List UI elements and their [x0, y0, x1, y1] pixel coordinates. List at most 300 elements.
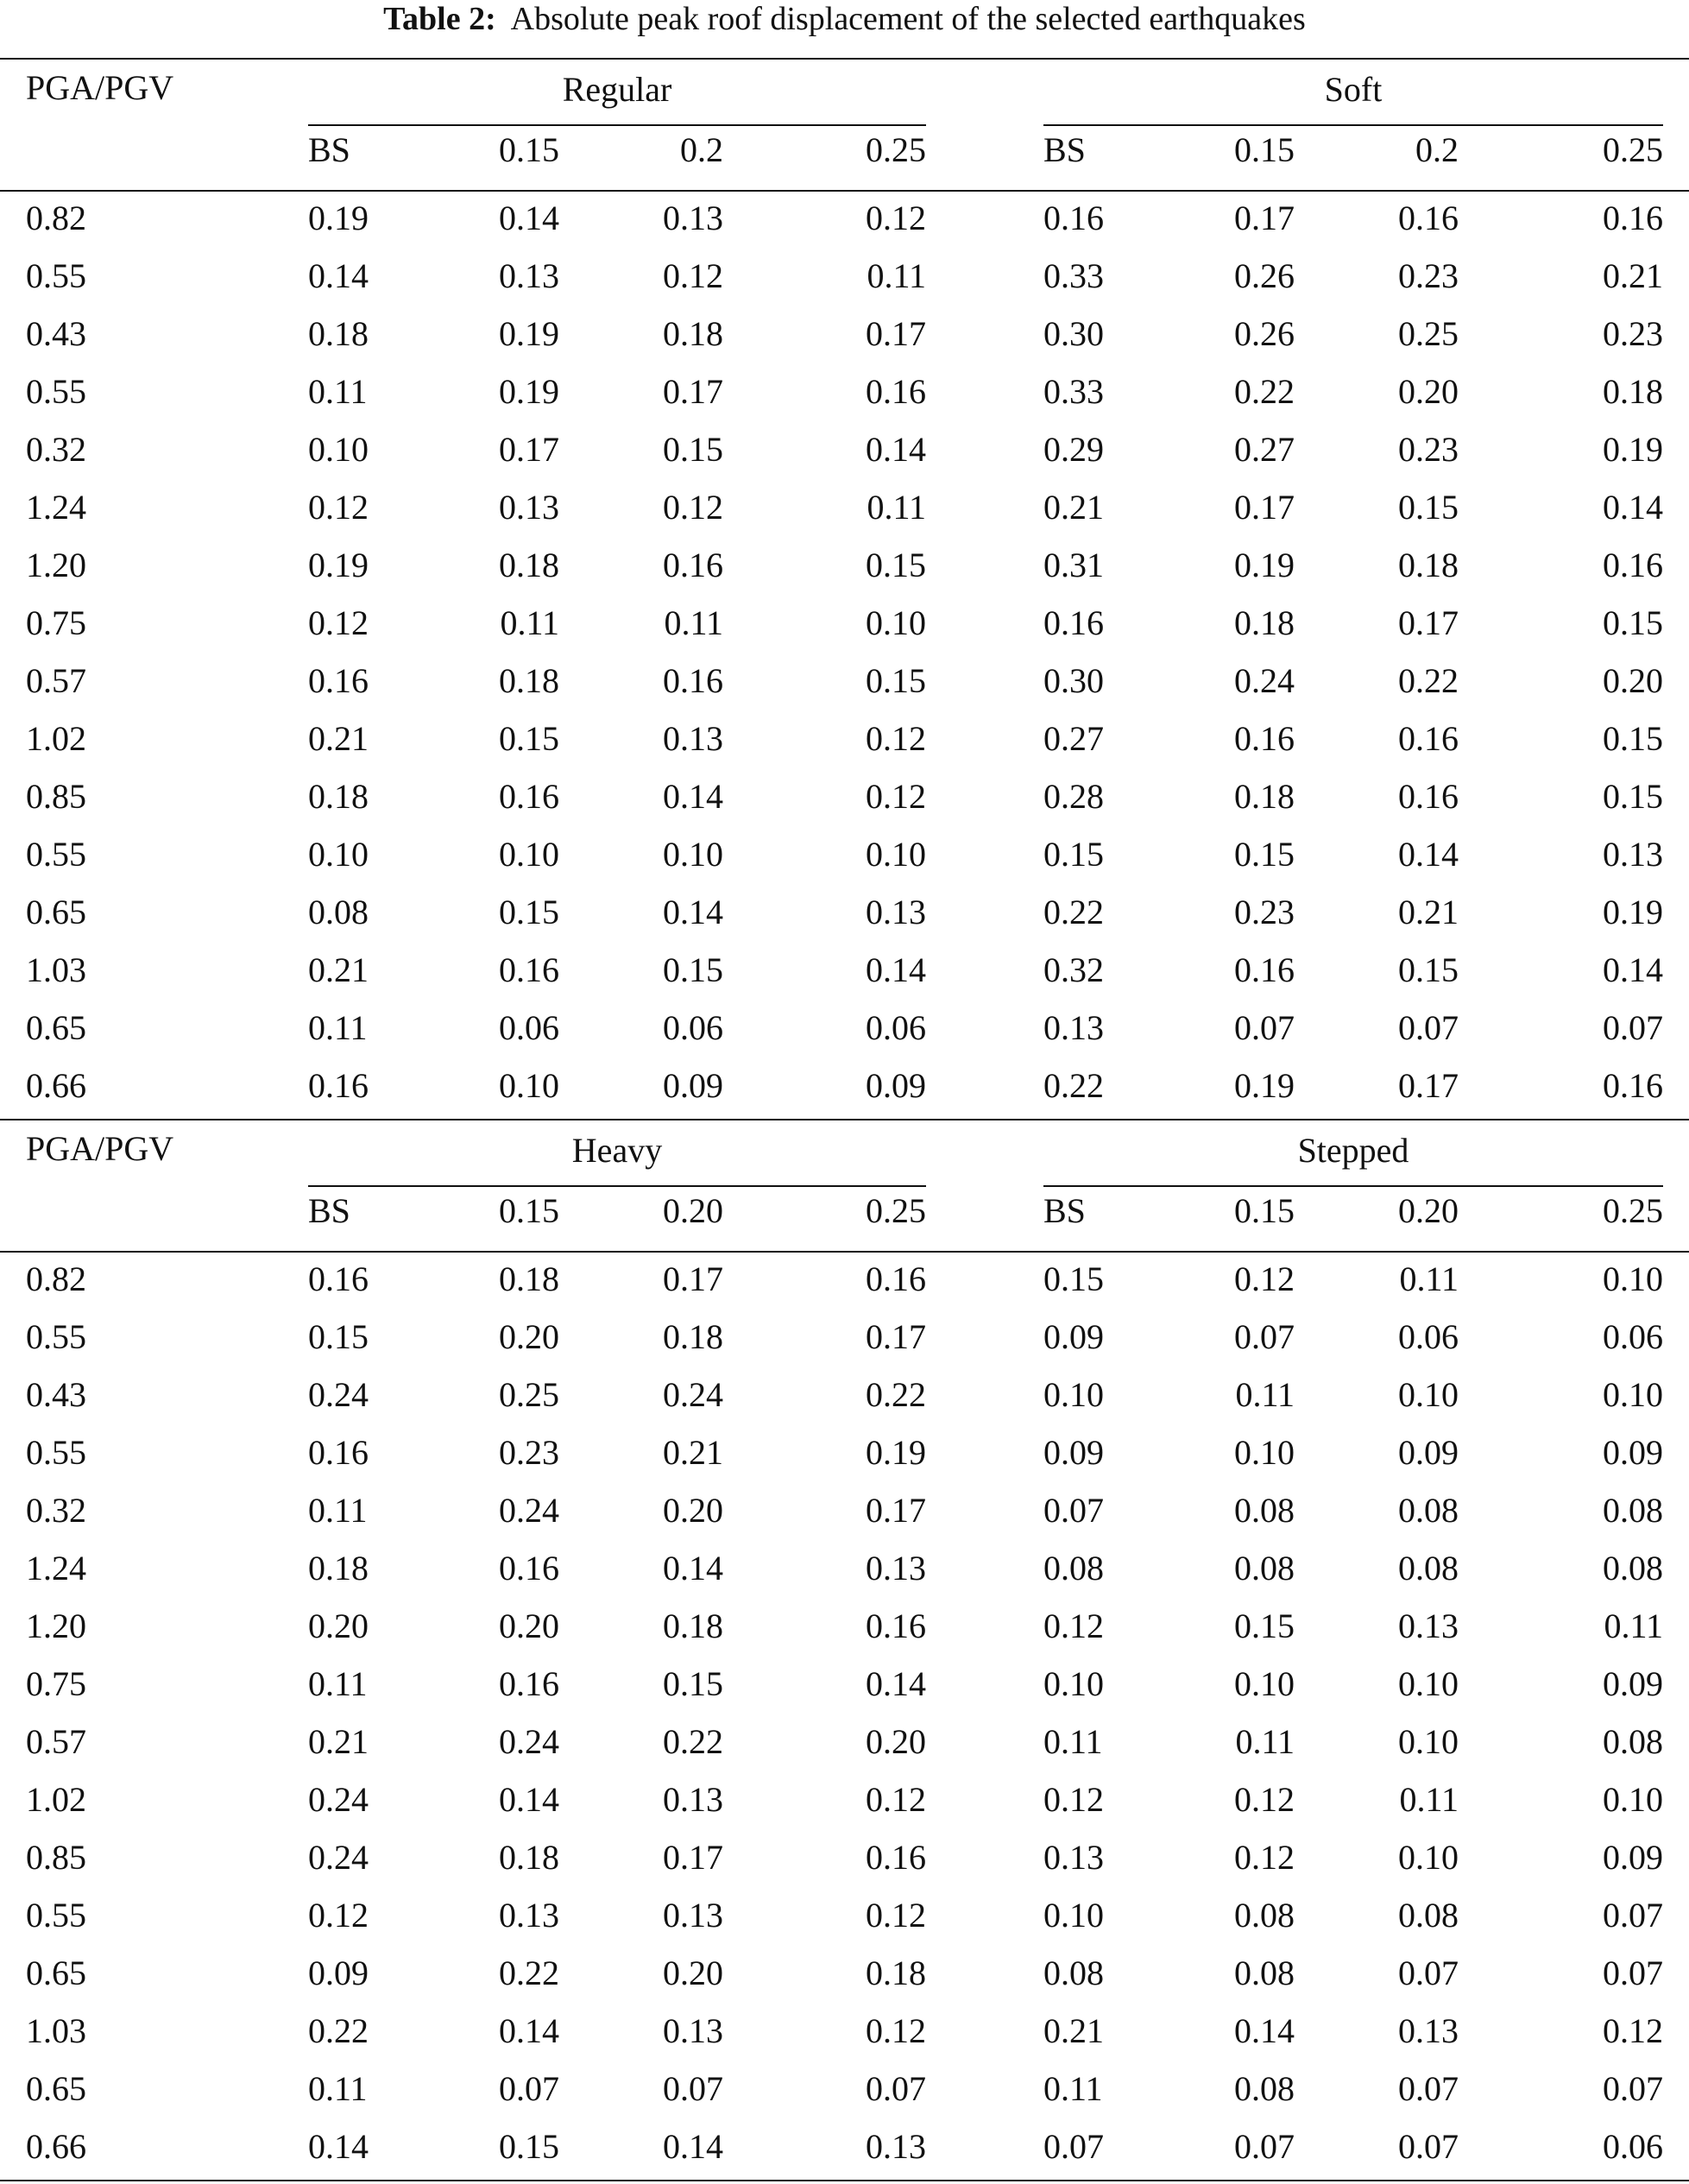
- table-cell: 0.16: [308, 1066, 369, 1105]
- table-cell: 0.08: [1234, 1896, 1295, 1935]
- column-header: 0.15: [499, 130, 559, 169]
- table-cell: 0.07: [1603, 2069, 1663, 2108]
- table-cell: 0.27: [1234, 430, 1295, 469]
- group-header: Stepped: [1297, 1131, 1409, 1170]
- table-cell: 0.16: [1043, 603, 1104, 642]
- row-label-cell: 1.20: [26, 1606, 86, 1645]
- row-label-cell: 0.85: [26, 777, 86, 816]
- table-cell: 0.16: [866, 372, 926, 411]
- table-cell: 0.10: [866, 603, 926, 642]
- table-cell: 0.19: [499, 314, 559, 353]
- table-cell: 0.14: [663, 777, 723, 816]
- table-cell: 0.15: [1398, 950, 1459, 989]
- table-cell: 0.16: [308, 661, 369, 700]
- table-cell: 0.16: [866, 1838, 926, 1877]
- table-cell: 0.25: [499, 1375, 559, 1414]
- table-cell: 0.06: [1603, 1317, 1663, 1356]
- table-cell: 0.24: [663, 1375, 723, 1414]
- table-cell: 0.14: [866, 950, 926, 989]
- table-cell: 0.12: [1234, 1259, 1295, 1298]
- table-caption: [0, 0, 1689, 38]
- table-cell: 0.10: [1234, 1664, 1295, 1703]
- row-label-cell: 0.43: [26, 1375, 86, 1414]
- table-cell: 0.22: [1398, 661, 1459, 700]
- row-label-cell: 0.65: [26, 1954, 86, 1992]
- table-cell: 0.20: [308, 1606, 369, 1645]
- table-cell: 0.15: [866, 546, 926, 584]
- table-cell: 0.15: [1603, 603, 1663, 642]
- table-cell: 0.12: [308, 1896, 369, 1935]
- table-cell: 0.17: [499, 430, 559, 469]
- group-rule: [1043, 1185, 1663, 1187]
- table-cell: 0.13: [499, 1896, 559, 1935]
- table-cell: 0.11: [308, 1664, 368, 1703]
- table-cell: 0.11: [1604, 1606, 1663, 1645]
- table-cell: 0.16: [663, 546, 723, 584]
- table-cell: 0.24: [499, 1722, 559, 1761]
- table-cell: 0.13: [663, 1896, 723, 1935]
- table-cell: 0.23: [1398, 430, 1459, 469]
- table-cell: 0.09: [1603, 1838, 1663, 1877]
- table-cell: 0.28: [1043, 777, 1104, 816]
- table-cell: 0.16: [1398, 719, 1459, 758]
- table-cell: 0.18: [499, 546, 559, 584]
- table-cell: 0.12: [866, 777, 926, 816]
- table-cell: 0.20: [866, 1722, 926, 1761]
- table-cell: 0.11: [1043, 1722, 1103, 1761]
- table-cell: 0.12: [866, 1896, 926, 1935]
- table-cell: 0.14: [308, 2127, 369, 2166]
- row-label-cell: 1.02: [26, 1780, 86, 1819]
- table-cell: 0.08: [1234, 1954, 1295, 1992]
- table-cell: 0.12: [1234, 1838, 1295, 1877]
- table-cell: 0.14: [499, 2011, 559, 2050]
- table-rule: [0, 58, 1689, 60]
- table-cell: 0.30: [1043, 661, 1104, 700]
- table-cell: 0.11: [1235, 1722, 1295, 1761]
- table-cell: 0.16: [499, 777, 559, 816]
- table-cell: 0.29: [1043, 430, 1104, 469]
- table-cell: 0.10: [1043, 1664, 1104, 1703]
- row-label-cell: 0.57: [26, 1722, 86, 1761]
- column-header: 0.15: [499, 1191, 559, 1230]
- table-cell: 0.11: [308, 372, 368, 411]
- table-rule: [0, 2180, 1689, 2181]
- table-cell: 0.12: [1234, 1780, 1295, 1819]
- table-cell: 0.16: [1043, 199, 1104, 237]
- table-cell: 0.10: [499, 1066, 559, 1105]
- table-cell: 0.08: [1043, 1549, 1104, 1588]
- table-cell: 0.17: [866, 1491, 926, 1530]
- table-cell: 0.18: [663, 314, 723, 353]
- table-cell: 0.18: [1234, 603, 1295, 642]
- table-cell: 0.11: [1235, 1375, 1295, 1414]
- table-cell: 0.12: [308, 488, 369, 527]
- table-rule: [0, 190, 1689, 192]
- table-cell: 0.15: [1603, 719, 1663, 758]
- table-rule: [0, 1119, 1689, 1120]
- column-header: 0.25: [866, 1191, 926, 1230]
- table-cell: 0.12: [866, 1780, 926, 1819]
- table-cell: 0.11: [867, 488, 926, 527]
- row-label-cell: 1.03: [26, 2011, 86, 2050]
- table-cell: 0.18: [499, 1259, 559, 1298]
- table-cell: 0.21: [308, 719, 369, 758]
- table-cell: 0.23: [1603, 314, 1663, 353]
- table-cell: 0.20: [1398, 372, 1459, 411]
- table-cell: 0.18: [663, 1317, 723, 1356]
- table-cell: 0.12: [1043, 1606, 1104, 1645]
- row-label-cell: 1.03: [26, 950, 86, 989]
- table-cell: 0.15: [1043, 835, 1104, 874]
- row-label-cell: 0.65: [26, 1008, 86, 1047]
- table-cell: 0.20: [663, 1491, 723, 1530]
- table-cell: 0.06: [1398, 1317, 1459, 1356]
- table-cell: 0.15: [499, 2127, 559, 2166]
- table-cell: 0.19: [308, 199, 369, 237]
- table-cell: 0.22: [866, 1375, 926, 1414]
- table-cell: 0.08: [1234, 1491, 1295, 1530]
- table-cell: 0.10: [866, 835, 926, 874]
- table-cell: 0.23: [499, 1433, 559, 1472]
- column-header: 0.15: [1234, 130, 1295, 169]
- row-label-cell: 0.57: [26, 661, 86, 700]
- table-cell: 0.16: [1234, 719, 1295, 758]
- row-label-cell: 0.32: [26, 1491, 86, 1530]
- row-label-cell: 0.65: [26, 893, 86, 931]
- table-cell: 0.10: [1398, 1664, 1459, 1703]
- row-label-cell: 0.82: [26, 199, 86, 237]
- table-cell: 0.18: [663, 1606, 723, 1645]
- table-cell: 0.07: [1398, 2069, 1459, 2108]
- table-cell: 0.10: [663, 835, 723, 874]
- table-cell: 0.18: [866, 1954, 926, 1992]
- table-cell: 0.13: [1043, 1838, 1104, 1877]
- table-cell: 0.19: [499, 372, 559, 411]
- table-cell: 0.09: [663, 1066, 723, 1105]
- table-cell: 0.15: [1234, 1606, 1295, 1645]
- table-cell: 0.10: [1398, 1838, 1459, 1877]
- table-cell: 0.06: [1603, 2127, 1663, 2166]
- table-cell: 0.13: [499, 256, 559, 295]
- row-label-cell: 0.66: [26, 2127, 86, 2166]
- table-cell: 0.08: [1234, 2069, 1295, 2108]
- table-cell: 0.22: [308, 2011, 369, 2050]
- table-cell: 0.18: [499, 661, 559, 700]
- column-header: 0.25: [1603, 130, 1663, 169]
- table-cell: 0.08: [1603, 1549, 1663, 1588]
- table-cell: 0.33: [1043, 372, 1104, 411]
- column-header: 0.20: [663, 1191, 723, 1230]
- table-cell: 0.09: [1398, 1433, 1459, 1472]
- column-header: BS: [1043, 130, 1086, 169]
- table-cell: 0.24: [308, 1375, 369, 1414]
- table-cell: 0.07: [663, 2069, 723, 2108]
- table-cell: 0.15: [663, 430, 723, 469]
- table-cell: 0.17: [663, 372, 723, 411]
- table-cell: 0.08: [308, 893, 369, 931]
- column-header: 0.2: [1415, 130, 1459, 169]
- table-cell: 0.07: [1234, 1317, 1295, 1356]
- table-cell: 0.11: [664, 603, 723, 642]
- table-cell: 0.18: [308, 1549, 369, 1588]
- table-cell: 0.16: [866, 1259, 926, 1298]
- table-cell: 0.24: [499, 1491, 559, 1530]
- table-cell: 0.13: [1043, 1008, 1104, 1047]
- column-header: 0.15: [1234, 1191, 1295, 1230]
- table-cell: 0.11: [1399, 1259, 1459, 1298]
- table-cell: 0.20: [499, 1317, 559, 1356]
- table-cell: 0.16: [866, 1606, 926, 1645]
- table-cell: 0.13: [663, 719, 723, 758]
- table-cell: 0.21: [1043, 2011, 1104, 2050]
- table-cell: 0.13: [1398, 1606, 1459, 1645]
- table-cell: 0.13: [663, 2011, 723, 2050]
- table-cell: 0.33: [1043, 256, 1104, 295]
- table-cell: 0.19: [1234, 1066, 1295, 1105]
- table-cell: 0.11: [1399, 1780, 1459, 1819]
- table-cell: 0.20: [1603, 661, 1663, 700]
- table-cell: 0.08: [1603, 1722, 1663, 1761]
- table-cell: 0.17: [663, 1259, 723, 1298]
- table-cell: 0.14: [308, 256, 369, 295]
- table-cell: 0.19: [866, 1433, 926, 1472]
- table-cell: 0.08: [1603, 1491, 1663, 1530]
- table-cell: 0.18: [308, 777, 369, 816]
- table-cell: 0.14: [866, 1664, 926, 1703]
- table-cell: 0.13: [499, 488, 559, 527]
- row-label-cell: 1.20: [26, 546, 86, 584]
- table-cell: 0.18: [1234, 777, 1295, 816]
- table-cell: 0.20: [499, 1606, 559, 1645]
- row-label-cell: 0.85: [26, 1838, 86, 1877]
- column-header: BS: [1043, 1191, 1086, 1230]
- row-label-cell: 0.75: [26, 603, 86, 642]
- table-cell: 0.21: [663, 1433, 723, 1472]
- table-cell: 0.17: [663, 1838, 723, 1877]
- table-cell: 0.14: [1603, 950, 1663, 989]
- table-cell: 0.16: [1398, 199, 1459, 237]
- table-cell: 0.21: [1603, 256, 1663, 295]
- table-rule: [0, 1251, 1689, 1253]
- table-cell: 0.23: [1234, 893, 1295, 931]
- table-cell: 0.19: [1234, 546, 1295, 584]
- table-cell: 0.18: [499, 1838, 559, 1877]
- table-cell: 0.15: [499, 893, 559, 931]
- table-cell: 0.18: [1398, 546, 1459, 584]
- group-rule: [1043, 124, 1663, 126]
- table-cell: 0.24: [1234, 661, 1295, 700]
- table-cell: 0.08: [1234, 1549, 1295, 1588]
- table-cell: 0.26: [1234, 314, 1295, 353]
- column-header: 0.2: [680, 130, 723, 169]
- table-cell: 0.11: [308, 1491, 368, 1530]
- table-cell: 0.27: [1043, 719, 1104, 758]
- table-cell: 0.15: [1234, 835, 1295, 874]
- table-cell: 0.21: [308, 1722, 369, 1761]
- table-cell: 0.09: [1043, 1317, 1104, 1356]
- row-label-cell: 0.55: [26, 1317, 86, 1356]
- table-cell: 0.12: [866, 719, 926, 758]
- table-cell: 0.12: [866, 199, 926, 237]
- column-header: 0.25: [866, 130, 926, 169]
- table-cell: 0.14: [663, 1549, 723, 1588]
- table-cell: 0.14: [866, 430, 926, 469]
- table-cell: 0.12: [866, 2011, 926, 2050]
- table-cell: 0.10: [308, 835, 369, 874]
- table-cell: 0.10: [1398, 1375, 1459, 1414]
- table-cell: 0.07: [866, 2069, 926, 2108]
- table-cell: 0.08: [1398, 1549, 1459, 1588]
- table-cell: 0.06: [663, 1008, 723, 1047]
- table-cell: 0.07: [1234, 2127, 1295, 2166]
- table-cell: 0.16: [1234, 950, 1295, 989]
- table-cell: 0.15: [308, 1317, 369, 1356]
- table-cell: 0.13: [866, 893, 926, 931]
- table-cell: 0.21: [308, 950, 369, 989]
- table-cell: 0.19: [308, 546, 369, 584]
- table-cell: 0.11: [308, 1008, 368, 1047]
- row-label-cell: 1.24: [26, 1549, 86, 1588]
- table-cell: 0.08: [1043, 1954, 1104, 1992]
- group-header: Regular: [562, 70, 672, 109]
- column-header: 0.20: [1398, 1191, 1459, 1230]
- table-cell: 0.17: [1234, 199, 1295, 237]
- table-cell: 0.13: [866, 1549, 926, 1588]
- table-cell: 0.16: [308, 1259, 369, 1298]
- table-cell: 0.15: [1043, 1259, 1104, 1298]
- table-cell: 0.10: [1043, 1896, 1104, 1935]
- table-cell: 0.07: [1603, 1954, 1663, 1992]
- table-cell: 0.07: [499, 2069, 559, 2108]
- table-cell: 0.16: [663, 661, 723, 700]
- table-caption-text: Absolute peak roof displacement of the selected earthquakes: [510, 1, 1306, 37]
- table-cell: 0.07: [1043, 2127, 1104, 2166]
- table-cell: 0.11: [1043, 2069, 1103, 2108]
- table-cell: 0.16: [1603, 199, 1663, 237]
- table-cell: 0.14: [663, 2127, 723, 2166]
- table-cell: 0.06: [499, 1008, 559, 1047]
- row-label-cell: 0.55: [26, 372, 86, 411]
- table-cell: 0.16: [499, 1549, 559, 1588]
- table-cell: 0.18: [308, 314, 369, 353]
- table-cell: 0.07: [1398, 1954, 1459, 1992]
- row-label-cell: 1.24: [26, 488, 86, 527]
- table-cell: 0.07: [1603, 1008, 1663, 1047]
- table-cell: 0.17: [1398, 603, 1459, 642]
- table-cell: 0.06: [866, 1008, 926, 1047]
- table-cell: 0.22: [499, 1954, 559, 1992]
- table-cell: 0.10: [1043, 1375, 1104, 1414]
- table-cell: 0.15: [1398, 488, 1459, 527]
- table-cell: 0.09: [866, 1066, 926, 1105]
- table-cell: 0.24: [308, 1780, 369, 1819]
- row-label-cell: 0.75: [26, 1664, 86, 1703]
- group-rule: [308, 124, 926, 126]
- table-cell: 0.32: [1043, 950, 1104, 989]
- table-cell: 0.16: [499, 950, 559, 989]
- table-cell: 0.07: [1234, 1008, 1295, 1047]
- table-cell: 0.13: [1398, 2011, 1459, 2050]
- table-cell: 0.26: [1234, 256, 1295, 295]
- table-cell: 0.24: [308, 1838, 369, 1877]
- group-header: Soft: [1324, 70, 1383, 109]
- row-header: PGA/PGV: [26, 1129, 174, 1168]
- table-cell: 0.25: [1398, 314, 1459, 353]
- table-cell: 0.10: [499, 835, 559, 874]
- table-cell: 0.07: [1398, 2127, 1459, 2166]
- table-cell: 0.31: [1043, 546, 1104, 584]
- table-cell: 0.09: [308, 1954, 369, 1992]
- table-cell: 0.10: [1603, 1780, 1663, 1819]
- table-cell: 0.11: [867, 256, 926, 295]
- table-cell: 0.15: [866, 661, 926, 700]
- table-cell: 0.12: [663, 488, 723, 527]
- group-rule: [308, 1185, 926, 1187]
- table-cell: 0.14: [499, 1780, 559, 1819]
- table-cell: 0.14: [1603, 488, 1663, 527]
- row-label-cell: 0.32: [26, 430, 86, 469]
- table-cell: 0.13: [866, 2127, 926, 2166]
- table-cell: 0.16: [1603, 546, 1663, 584]
- group-header: Heavy: [571, 1131, 663, 1170]
- table-cell: 0.13: [663, 199, 723, 237]
- table-cell: 0.12: [1043, 1780, 1104, 1819]
- table-cell: 0.17: [866, 1317, 926, 1356]
- table-cell: 0.17: [1234, 488, 1295, 527]
- table-cell: 0.10: [1603, 1375, 1663, 1414]
- table-cell: 0.22: [1234, 372, 1295, 411]
- table-cell: 0.15: [1603, 777, 1663, 816]
- table-cell: 0.15: [663, 950, 723, 989]
- table-cell: 0.14: [663, 893, 723, 931]
- column-header: 0.25: [1603, 1191, 1663, 1230]
- row-label-cell: 0.55: [26, 835, 86, 874]
- table-cell: 0.14: [1234, 2011, 1295, 2050]
- table-cell: 0.16: [1603, 1066, 1663, 1105]
- table-cell: 0.09: [1603, 1664, 1663, 1703]
- table-cell: 0.10: [1603, 1259, 1663, 1298]
- row-label-cell: 0.55: [26, 1896, 86, 1935]
- table-cell: 0.07: [1043, 1491, 1104, 1530]
- table-cell: 0.09: [1043, 1433, 1104, 1472]
- table-cell: 0.11: [500, 603, 559, 642]
- column-header: BS: [308, 130, 350, 169]
- table-cell: 0.11: [308, 2069, 368, 2108]
- row-label-cell: 0.55: [26, 1433, 86, 1472]
- table-cell: 0.07: [1398, 1008, 1459, 1047]
- table-cell: 0.14: [1398, 835, 1459, 874]
- table-cell: 0.10: [308, 430, 369, 469]
- table-cell: 0.13: [663, 1780, 723, 1819]
- table-cell: 0.19: [1603, 893, 1663, 931]
- table-cell: 0.18: [1603, 372, 1663, 411]
- row-label-cell: 0.43: [26, 314, 86, 353]
- table-cell: 0.07: [1603, 1896, 1663, 1935]
- table-cell: 0.08: [1398, 1491, 1459, 1530]
- column-header: BS: [308, 1191, 350, 1230]
- row-label-cell: 0.66: [26, 1066, 86, 1105]
- row-label-cell: 1.02: [26, 719, 86, 758]
- table-cell: 0.12: [1603, 2011, 1663, 2050]
- table-cell: 0.13: [1603, 835, 1663, 874]
- row-label-cell: 0.65: [26, 2069, 86, 2108]
- table-cell: 0.21: [1043, 488, 1104, 527]
- table-cell: 0.09: [1603, 1433, 1663, 1472]
- table-caption-label: Table 2:: [383, 1, 496, 37]
- table-cell: 0.22: [1043, 1066, 1104, 1105]
- table-cell: 0.08: [1398, 1896, 1459, 1935]
